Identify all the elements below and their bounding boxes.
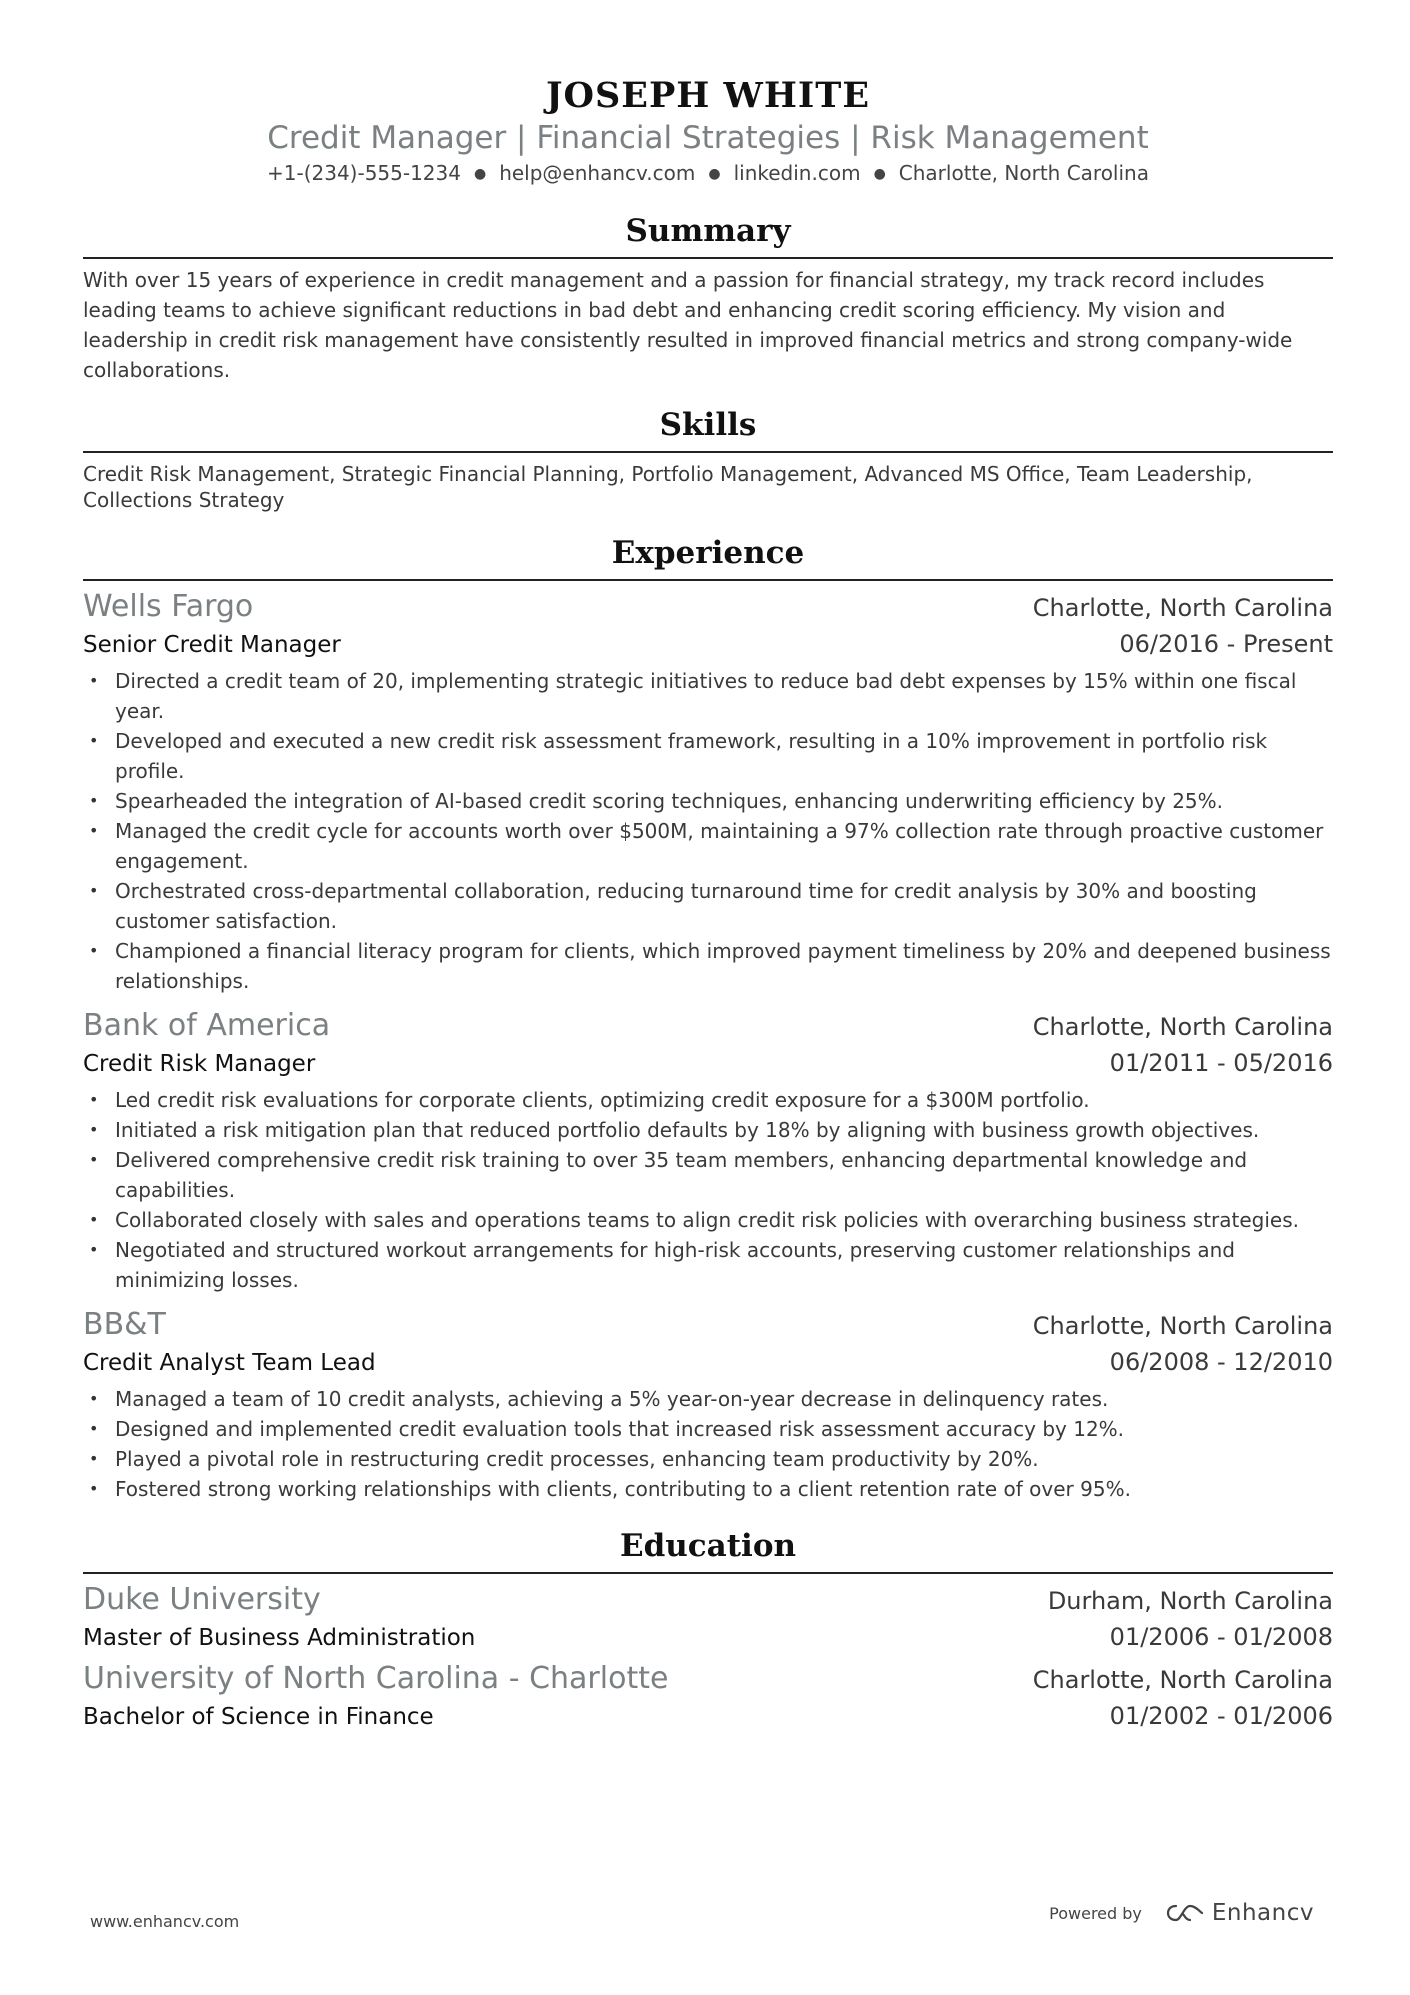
job-dates: 06/2008 - 12/2010 — [1109, 1348, 1333, 1376]
enhancv-logo-icon — [1166, 1902, 1204, 1924]
job-entry — [83, 1006, 1333, 1295]
bullet-item: • Orchestrated cross-departmental collaboration, reducing turnaround time for credit analysis by 30% and boosting customer satisfaction. — [83, 876, 1333, 936]
bullet-item: • Managed the credit cycle for accounts worth over $500M, maintaining a 97% collection rate through proactive customer engagement. — [83, 816, 1333, 876]
bullet-item: • Fostered strong working relationships with clients, contributing to a client retention rate of over 95%. — [83, 1474, 1333, 1504]
degree-name: Bachelor of Science in Finance — [83, 1704, 434, 1730]
education-dates: 01/2002 - 01/2006 — [1109, 1702, 1333, 1730]
powered-by-label: Powered by — [1049, 1903, 1142, 1923]
summary-section — [83, 211, 1333, 385]
education-dates: 01/2006 - 01/2008 — [1109, 1623, 1333, 1651]
section-divider — [83, 1572, 1333, 1574]
separator-dot: ● — [708, 166, 721, 182]
job-bullets — [83, 1384, 1333, 1504]
contact-line — [83, 158, 1333, 189]
contact-email[interactable]: help@enhancv.com — [499, 161, 696, 185]
contact-phone: +1-(234)-555-1234 — [267, 161, 461, 185]
school-location: Charlotte, North Carolina — [1032, 1666, 1333, 1694]
footer-website[interactable]: www.enhancv.com — [90, 1912, 240, 1931]
company-name: Wells Fargo — [83, 589, 254, 624]
section-title-summary: Summary — [625, 213, 791, 249]
skills-section — [83, 405, 1333, 513]
resume-header — [83, 74, 1333, 189]
bullet-item: • Managed a team of 10 credit analysts, achieving a 5% year-on-year decrease in delinquency rates. — [83, 1384, 1333, 1414]
separator-dot: ● — [873, 166, 886, 182]
section-divider — [83, 257, 1333, 259]
section-title-experience: Experience — [611, 535, 805, 571]
bullet-item: • Championed a financial literacy program for clients, which improved payment timeliness by 20% and deepened business relationships. — [83, 936, 1333, 996]
summary-text: With over 15 years of experience in credit management and a passion for financial strategy, my track record includes leading teams to achieve significant reductions in bad debt and enhancing credit scoring efficiency. My vision and leadership in credit risk management have consistently resulted in improved financial metrics and strong company-wide collaborations. — [83, 268, 1293, 382]
experience-section — [83, 533, 1333, 1504]
job-entry — [83, 1305, 1333, 1504]
skills-text: Credit Risk Management, Strategic Financial Planning, Portfolio Management, Advanced MS Office, Team Leadership, Collections Strategy — [83, 462, 1253, 512]
job-location: Charlotte, North Carolina — [1032, 594, 1333, 622]
job-role: Senior Credit Manager — [83, 632, 341, 658]
separator-dot: ● — [473, 166, 487, 182]
candidate-name: JOSEPH WHITE — [545, 75, 871, 116]
bullet-item: • Negotiated and structured workout arrangements for high-risk accounts, preserving customer relationships and minimizing losses. — [83, 1235, 1333, 1295]
bullet-item: • Initiated a risk mitigation plan that reduced portfolio defaults by 18% by aligning with business growth objectives. — [83, 1115, 1333, 1145]
bullet-item: • Led credit risk evaluations for corporate clients, optimizing credit exposure for a $300M portfolio. — [83, 1085, 1333, 1115]
footer-branding — [1049, 1900, 1314, 1926]
section-title-skills: Skills — [659, 407, 757, 443]
job-bullets — [83, 1085, 1333, 1295]
job-location: Charlotte, North Carolina — [1032, 1312, 1333, 1340]
company-name: Bank of America — [83, 1008, 331, 1043]
school-location: Durham, North Carolina — [1047, 1587, 1333, 1615]
school-name: Duke University — [83, 1582, 321, 1617]
bullet-item: • Delivered comprehensive credit risk training to over 35 team members, enhancing departmental knowledge and capabilities. — [83, 1145, 1333, 1205]
job-role: Credit Analyst Team Lead — [83, 1350, 376, 1376]
section-divider — [83, 579, 1333, 581]
contact-location: Charlotte, North Carolina — [898, 161, 1149, 185]
company-name: BB&T — [83, 1307, 166, 1342]
candidate-title: Credit Manager | Financial Strategies | Risk Management — [267, 120, 1149, 156]
bullet-item: • Designed and implemented credit evaluation tools that increased risk assessment accuracy by 12%. — [83, 1414, 1333, 1444]
enhancv-brand[interactable] — [1166, 1900, 1314, 1926]
degree-name: Master of Business Administration — [83, 1625, 476, 1651]
education-section — [83, 1526, 1333, 1734]
brand-name: Enhancv — [1211, 1900, 1314, 1926]
education-entry — [83, 1580, 1333, 1655]
job-location: Charlotte, North Carolina — [1032, 1013, 1333, 1041]
bullet-item: • Developed and executed a new credit risk assessment framework, resulting in a 10% improvement in portfolio risk profile. — [83, 726, 1333, 786]
bullet-item: • Collaborated closely with sales and operations teams to align credit risk policies with overarching business strategies. — [83, 1205, 1333, 1235]
resume-page — [83, 0, 1333, 1734]
job-entry — [83, 587, 1333, 996]
job-bullets — [83, 666, 1333, 996]
section-title-education: Education — [619, 1528, 797, 1564]
contact-linkedin[interactable]: linkedin.com — [733, 161, 861, 185]
bullet-item: • Spearheaded the integration of AI-based credit scoring techniques, enhancing underwriting efficiency by 25%. — [83, 786, 1333, 816]
section-divider — [83, 451, 1333, 453]
education-entry — [83, 1659, 1333, 1734]
bullet-item: • Directed a credit team of 20, implementing strategic initiatives to reduce bad debt expenses by 15% within one fiscal year. — [83, 666, 1333, 726]
job-role: Credit Risk Manager — [83, 1051, 316, 1077]
bullet-item: • Played a pivotal role in restructuring credit processes, enhancing team productivity by 20%. — [83, 1444, 1333, 1474]
job-dates: 01/2011 - 05/2016 — [1109, 1049, 1333, 1077]
school-name: University of North Carolina - Charlotte — [83, 1661, 669, 1696]
job-dates: 06/2016 - Present — [1119, 630, 1333, 658]
